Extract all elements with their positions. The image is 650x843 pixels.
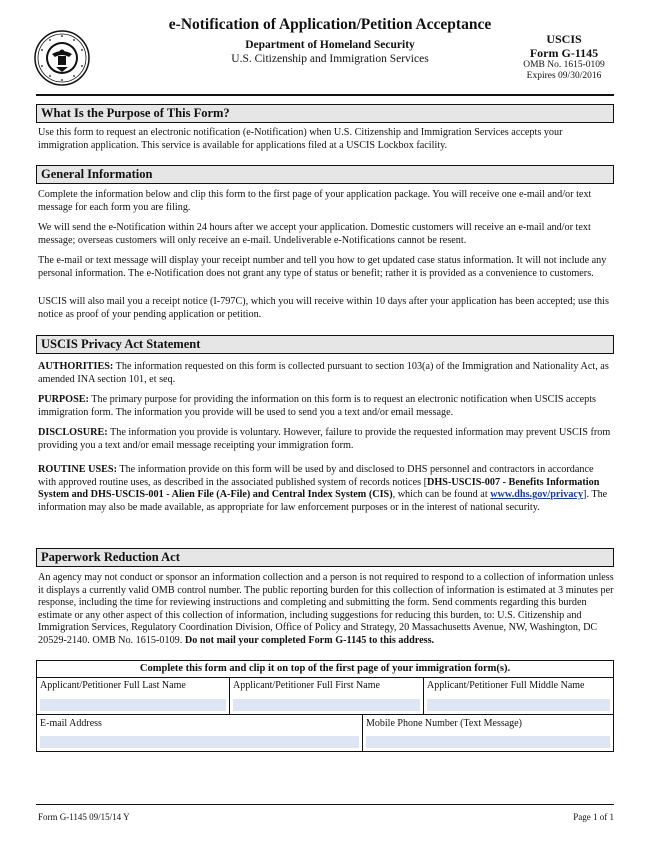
- form-caption: Complete this form and clip it on top of the first page of your immigration form(s).: [37, 661, 613, 678]
- purpose-paragraph: [38, 394, 614, 419]
- first-name-cell: [230, 677, 424, 715]
- routine-uses-paragraph: [38, 464, 614, 514]
- header: [120, 16, 540, 66]
- email-cell: [37, 715, 363, 751]
- mobile-input[interactable]: [366, 736, 610, 748]
- footer-divider: [36, 804, 614, 805]
- disclosure-label: DISCLOSURE:: [38, 427, 108, 438]
- dhs-seal-icon: [34, 30, 90, 86]
- agency-short: USCIS: [546, 32, 582, 46]
- department-name: Department of Homeland Security: [245, 39, 415, 51]
- last-name-label: Applicant/Petitioner Full Last Name: [40, 680, 186, 691]
- disclosure-text: The information you provide is voluntary. However, failure to provide the requested information may prevent USCIS from providing you a text and/or email message receipting your immigration form.: [38, 427, 611, 451]
- omb-number: OMB No. 1615-0109: [523, 60, 605, 70]
- paperwork-text: An agency may not conduct or sponsor an information collection and a person is not required to respond to a collection of information unless it displays a currently valid OMB control number. The public reporting burden for this collection of information is estimated at 3 minutes per response, including the time for reviewing instructions and completing and submitting the form. Send comments regarding this burden estimate or any other aspect of this collection of information, including suggestions for reducing this burden, to: U.S. Citizenship and Immigration Services, Regulatory Coordination Division, Office of Policy and Strategy, 20 Massachusetts Avenue, NW, Washington, DC 20529-2140. OMB No. 1615-0109.: [38, 572, 614, 646]
- expiration-date: Expires 09/30/2016: [526, 71, 602, 81]
- general-p3: The e-mail or text message will display your receipt number and tell you how to get updated case status information. It will not include any personal information. The e-Notification does not grant any type of status or benefit; rather it is provided as a convenience to customers.: [38, 255, 607, 279]
- section-heading-text: Paperwork Reduction Act: [41, 550, 180, 564]
- routine-uses-text-2: , which can be found at: [392, 489, 491, 501]
- routine-uses-text-3: ]. The information may also be made available, as appropriate for law enforcement purposes or in the interest of national security.: [38, 489, 608, 513]
- section-heading-paperwork: [36, 548, 614, 567]
- section-heading-text: What Is the Purpose of This Form?: [41, 106, 230, 120]
- general-p1: Complete the information below and clip this form to the first page of your application package. You will receive one e-mail and/or text message for each form you are filing.: [38, 189, 592, 213]
- purpose-label: PURPOSE:: [38, 394, 89, 405]
- form-id-block: [514, 32, 614, 82]
- middle-name-cell: [424, 677, 613, 715]
- footer-form-id: Form G-1145 09/15/14 Y: [38, 812, 130, 822]
- footer-page-number: Page 1 of 1: [573, 812, 614, 822]
- form-title: e-Notification of Application/Petition Acceptance: [168, 16, 492, 33]
- paperwork-paragraph: [38, 572, 614, 648]
- last-name-cell: [37, 677, 230, 715]
- mobile-label: Mobile Phone Number (Text Message): [366, 718, 522, 729]
- first-name-label: Applicant/Petitioner Full First Name: [233, 680, 380, 691]
- general-p2: We will send the e-Notification within 24 hours after we accept your application. Domestic customers will receive an e-mail and/or text message; overseas customers will only receive an e-mail. Undeliverable e-Notifications cannot be resent.: [38, 222, 591, 246]
- mobile-cell: [363, 715, 613, 751]
- email-input[interactable]: [40, 736, 359, 748]
- privacy-link[interactable]: www.dhs.gov/privacy: [490, 489, 584, 501]
- section-heading-text: General Information: [41, 167, 153, 181]
- first-name-input[interactable]: [233, 699, 420, 711]
- section-heading-privacy: [36, 335, 614, 354]
- system-of-records: DHS-USCIS-007 - Benefits Information System and DHS-USCIS-001 - Alien File (A-File) and Central Index System (CIS): [38, 476, 600, 501]
- section-heading-purpose: [36, 104, 614, 123]
- notification-form: [36, 660, 614, 752]
- disclosure-paragraph: [38, 427, 614, 452]
- header-divider: [36, 94, 614, 96]
- last-name-input[interactable]: [40, 699, 226, 711]
- purpose-body: The primary purpose for providing the information on this form is to request an electronic notification when USCIS accepts immigration form. The information you provide will be used to send you a text and/or email message.: [38, 394, 597, 418]
- paperwork-warning: Do not mail your completed Form G-1145 to this address.: [184, 634, 435, 646]
- section-heading-general: [36, 165, 614, 184]
- section-heading-text: USCIS Privacy Act Statement: [41, 337, 201, 351]
- general-p4: USCIS will also mail you a receipt notice (I-797C), which you will receive within 10 days after your application has been accepted; use this notice as proof of your pending application or petition.: [38, 296, 609, 320]
- form-number: Form G-1145: [529, 46, 599, 60]
- authorities-text: The information requested on this form is collected pursuant to section 103(a) of the Immigration and Nationality Act, as amended INA section 101, et seq.: [38, 361, 609, 385]
- authorities-label: AUTHORITIES:: [38, 361, 114, 372]
- middle-name-label: Applicant/Petitioner Full Middle Name: [427, 680, 585, 691]
- agency-name: U.S. Citizenship and Immigration Services: [231, 53, 429, 65]
- authorities-paragraph: [38, 361, 614, 386]
- routine-uses-label: ROUTINE USES:: [38, 464, 117, 475]
- routine-uses-text: The information provide on this form will be used by and disclosed to DHS personnel and contractors in accordance with approved routine uses, as described in the associated published system of records notices [: [38, 464, 594, 488]
- purpose-text: Use this form to request an electronic notification (e-Notification) when U.S. Citizenship and Immigration Services accepts your immigration application. This service is available for applications filed at a USCIS Lockbox facility.: [38, 127, 563, 151]
- middle-name-input[interactable]: [427, 699, 610, 711]
- email-label: E-mail Address: [40, 718, 102, 729]
